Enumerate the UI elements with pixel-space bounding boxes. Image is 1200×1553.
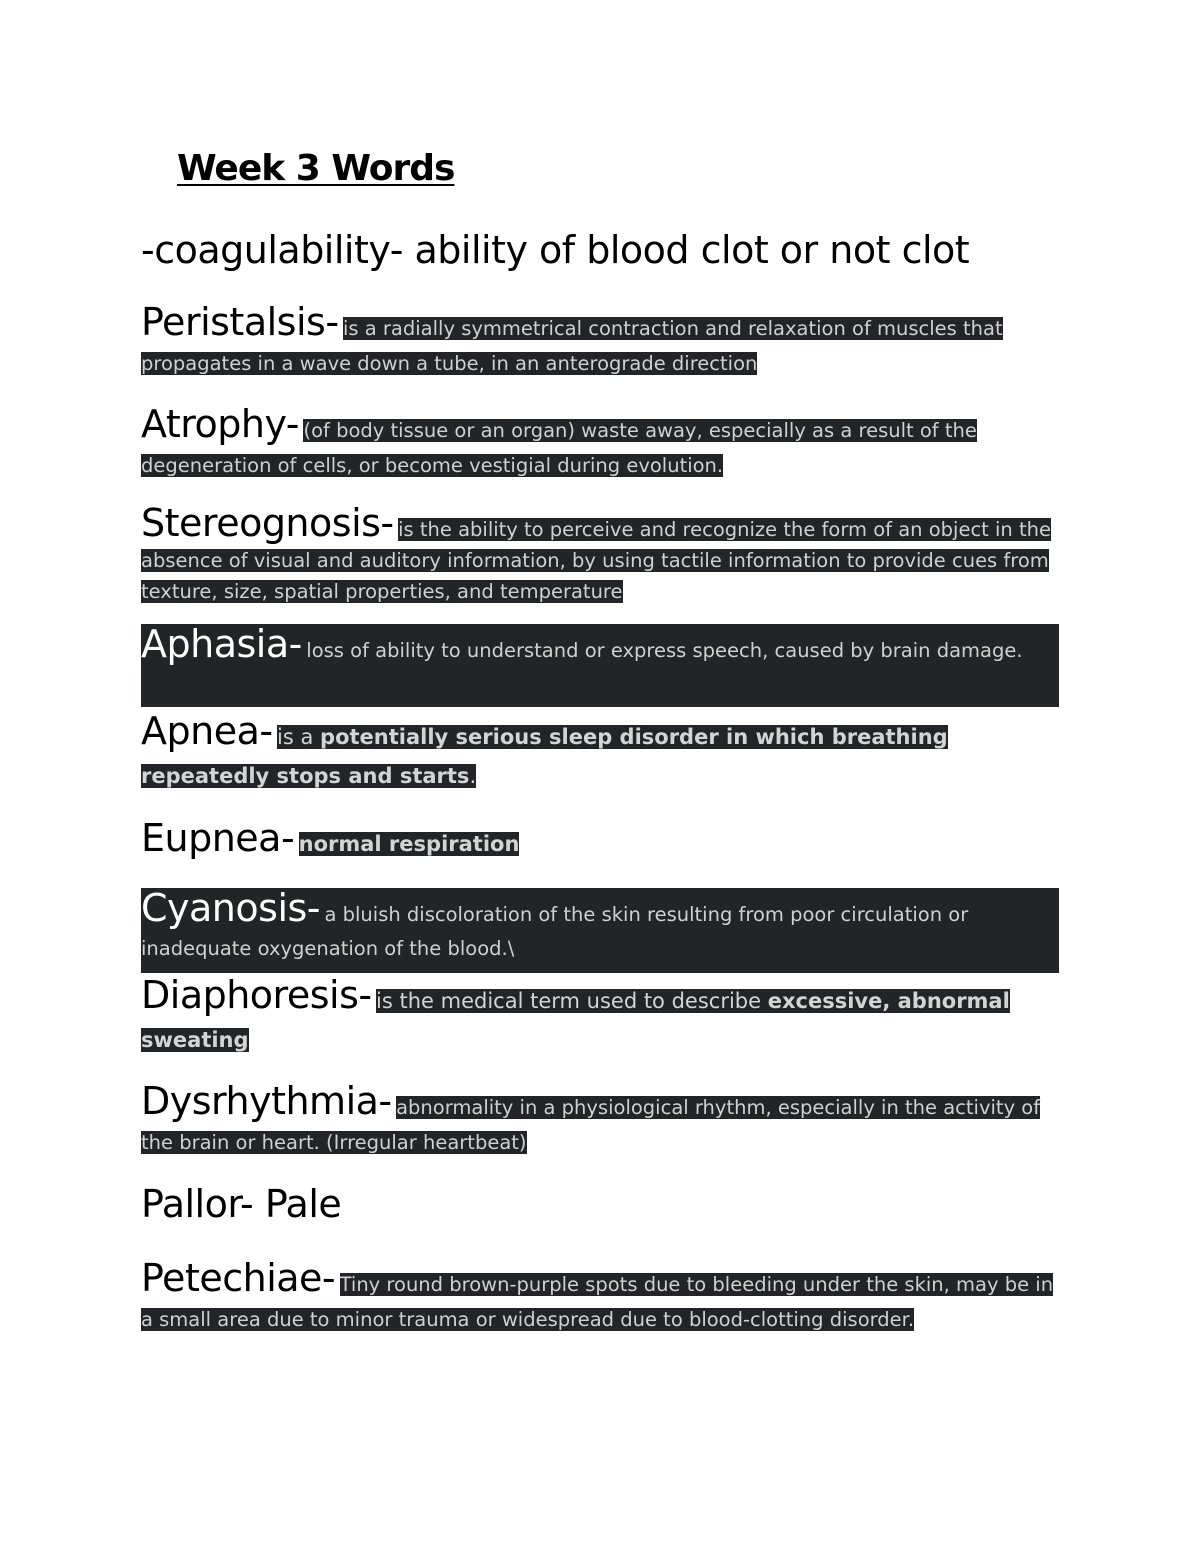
entry-definition: is a radially symmetrical contraction and relaxation of muscles that propagates in a wave down a tube, in an anterograde direction [141,317,1003,375]
entry-definition: loss of ability to understand or express speech, caused by brain damage. [306,639,1023,662]
entry-term: Atrophy- [141,402,300,446]
entry-term: Apnea- [141,709,273,753]
entry-definition: abnormality in a physiological rhythm, especially in the activity of the brain or heart. (Irregular heartbeat) [141,1096,1041,1154]
entry-definition: (of body tissue or an organ) waste away, especially as a result of the degeneration of cells, or become vestigial during evolution. [141,419,977,477]
entry-petechiae [141,1256,1059,1339]
intro-line: -coagulability- ability of blood clot or not clot [141,228,970,272]
entry-definition: excessive, abnormal sweating [141,989,1010,1052]
entry-diaphoresis [141,973,1059,1061]
entry-definition: potentially serious sleep disorder in which breathing repeatedly stops and starts [141,725,948,788]
entry-aphasia [141,624,1059,707]
entry-term: Cyanosis- [141,886,321,930]
entry-definition: Tiny round brown-purple spots due to bleeding under the skin, may be in a small area due to minor trauma or widespread due to blood-clotting disorder. [141,1273,1054,1331]
entry-pallor: Pallor- Pale [141,1182,342,1226]
entry-term: Dysrhythmia- [141,1079,392,1123]
entry-definition: normal respiration [298,832,520,856]
entry-dysrhythmia [141,1079,1059,1162]
entry-definition-suffix: . [469,764,477,788]
entry-peristalsis [141,300,1059,383]
entry-term: Aphasia- [141,622,302,666]
entry-definition: a bluish discoloration of the skin resulting from poor circulation or inadequate oxygenation of the blood.\ [141,903,969,960]
entry-stereognosis [141,501,1059,609]
entry-term: Peristalsis- [141,300,339,344]
entry-term: Diaphoresis- [141,973,372,1017]
page-title: Week 3 Words [177,148,455,189]
entry-definition: is the ability to perceive and recognize the form of an object in the absence of visual and auditory information, by using tactile information to provide cues from texture, size, spatial properties, and temperature [141,518,1051,603]
entry-definition-prefix: is the medical term used to describe [376,989,768,1013]
entry-term: Eupnea- [141,816,295,860]
entry-eupnea [141,818,1059,867]
entry-term: Petechiae- [141,1256,336,1300]
entry-term: Stereognosis- [141,501,394,545]
entry-apnea [141,709,1059,797]
entry-definition-prefix: is a [277,725,321,749]
entry-atrophy [141,402,1059,485]
entry-cyanosis [141,888,1059,973]
